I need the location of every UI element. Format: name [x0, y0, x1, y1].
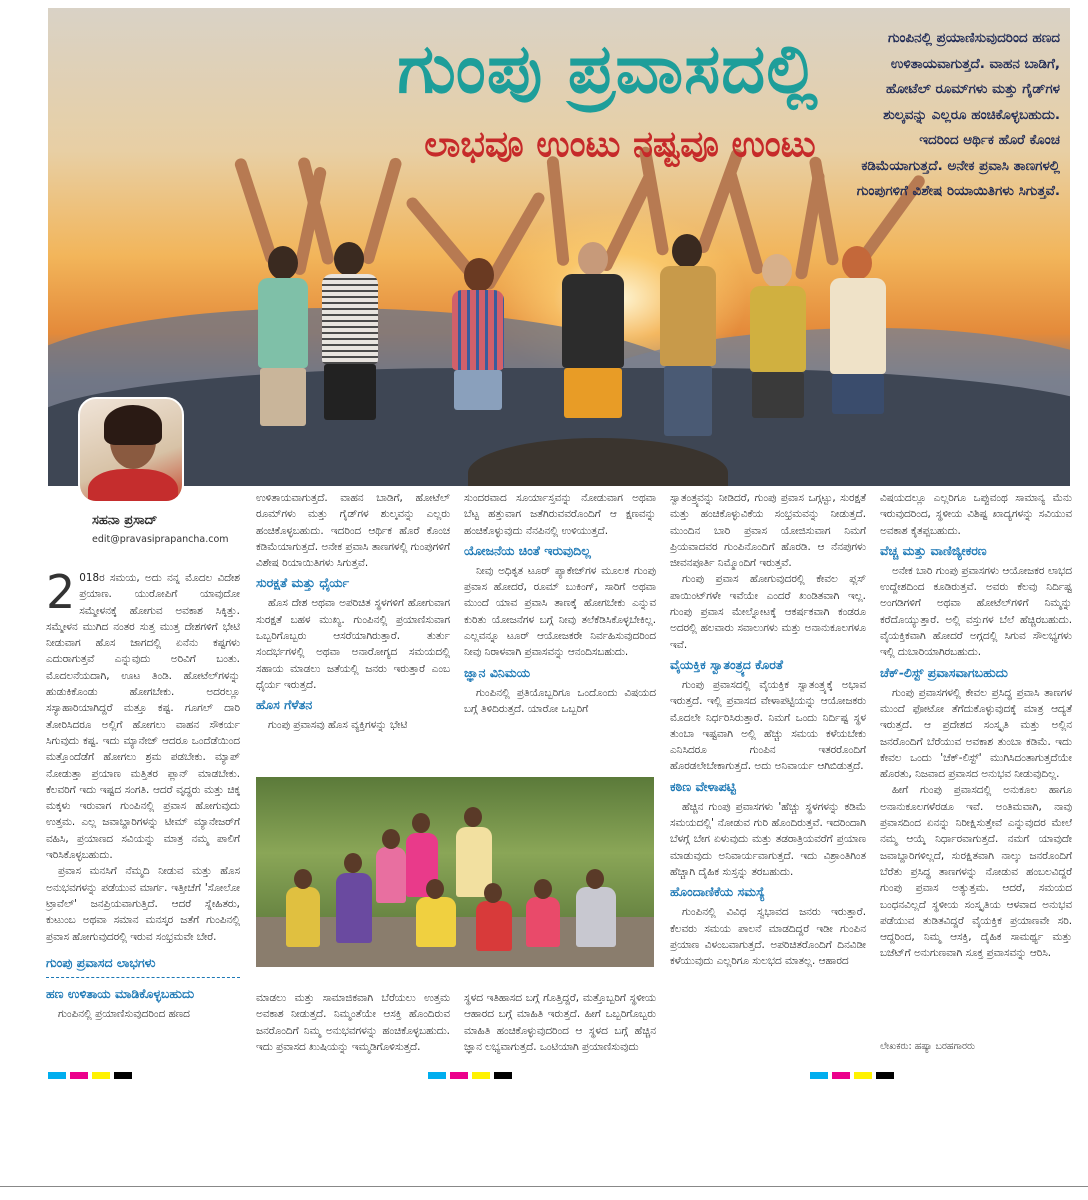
writer-credit: ಲೇಖಕರು: ಹಷ್ಯಾ ಬರಹಗಾರರು — [880, 1041, 976, 1052]
traveller-figure — [310, 156, 390, 456]
group-friends-photo — [256, 777, 654, 967]
section-heading: ಗುಂಪು ಪ್ರವಾಸದ ಲಾಭಗಳು — [46, 954, 156, 970]
paragraph: ಸ್ಥಳದ ಇತಿಹಾಸದ ಬಗ್ಗೆ ಗೊತ್ತಿದ್ದರೆ, ಮತ್ತೊಬ್ಬರಿಗೆ ಸ್ಥಳೀಯ ಆಹಾರದ ಬಗ್ಗೆ ಮಾಹಿತಿ ಇರುತ್ತದೆ. ಹೀಗೆ ಒಬ್ಬರಿಗೊಬ್ಬರು ಮಾಹಿತಿ ಹಂಚಿಕೊಳ್ಳುವುದರಿಂದ ಆ ಸ್ಥಳದ ಬಗ್ಗೆ ಹೆಚ್ಚಿನ ಜ್ಞಾನ ಲಭ್ಯವಾಗುತ್ತದೆ. ಒಂಟಿಯಾಗಿ ಪ್ರಯಾಣಿಸುವುದು — [464, 992, 656, 1053]
article-column-5 — [880, 490, 1072, 1060]
article-column-2 — [256, 490, 450, 750]
article-column-3-continued — [464, 990, 656, 1060]
hero-banner — [48, 8, 1070, 486]
paragraph: ಗುಂಪು ಪ್ರವಾಸದಲ್ಲಿ ವೈಯಕ್ತಿಕ ಸ್ವಾತಂತ್ರ್ಯಕ್ಕೆ ಅಭಾವ ಇರುತ್ತದೆ. ಇಲ್ಲಿ ಪ್ರವಾಸದ ವೇಳಾಪಟ್ಟಿಯನ್ನು ಆಯೋಜಕರು ಮೊದಲೇ ನಿರ್ಧರಿಸಿರುತ್ತಾರೆ. ನಿಮಗೆ ಒಂದು ನಿರ್ದಿಷ್ಟ ಸ್ಥಳ ತುಂಬಾ ಇಷ್ಟವಾಗಿ ಅಲ್ಲಿ ಹೆಚ್ಚು ಸಮಯ ಕಳೆಯಬೇಕು ಎನಿಸಿದರೂ ಗುಂಪಿನ ಇತರರೊಂದಿಗೆ ಹೊರಡಲೇಬೇಕಾಗುತ್ತದೆ. ಅದು ಅನಿವಾರ್ಯ ಆಗಿಬಿಡುತ್ತದೆ. — [670, 678, 866, 773]
headline-title: ಗುಂಪು ಪ್ರವಾಸದಲ್ಲಿ — [397, 30, 819, 109]
paragraph: ಉಳಿತಾಯವಾಗುತ್ತದೆ. ವಾಹನ ಬಾಡಿಗೆ, ಹೋಟೆಲ್ ರೂಮ್‌ಗಳು ಮತ್ತು ಗೈಡ್‌ಗಳ ಶುಲ್ಕವನ್ನು ಎಲ್ಲರು ಹಂಚಿಕೊಳ್ಳಬಹುದು. ಇದರಿಂದ ಆರ್ಥಿಕ ಹೊರೆ ಕೊಂಚ ಕಡಿಮೆಯಾಗುತ್ತದೆ. ಅನೇಕ ಪ್ರವಾಸಿ ತಾಣಗಳಲ್ಲಿ ಗುಂಪುಗಳಿಗೆ ವಿಶೇಷ ರಿಯಾಯಿತಿಗಳು ಸಿಗುತ್ತವೆ. — [256, 492, 450, 570]
paragraph: ಗುಂಪಿನಲ್ಲಿ ಪ್ರತಿಯೊಬ್ಬರಿಗೂ ಒಂದೊಂದು ವಿಷಯದ ಬಗ್ಗೆ ತಿಳಿದಿರುತ್ತದೆ. ಯಾರೋ ಒಬ್ಬರಿಗೆ — [464, 686, 656, 715]
page-bottom-rule — [0, 1186, 1088, 1187]
article-column-1 — [46, 565, 240, 1060]
paragraph: ಸ್ವಾತಂತ್ರ್ಯವನ್ನು ನೀಡಿದರೆ, ಗುಂಪು ಪ್ರವಾಸ ಒಗ್ಗಟ್ಟು, ಸುರಕ್ಷತೆ ಮತ್ತು ಹಂಚಿಕೊಳ್ಳುವಿಕೆಯ ಸಂಭ್ರಮವನ್ನು ನೀಡುತ್ತದೆ. ಮುಂದಿನ ಬಾರಿ ಪ್ರವಾಸ ಯೋಜಿಸುವಾಗ ನಿಮಗೆ ಪ್ರಿಯವಾದವರ ಗುಂಪಿನೊಂದಿಗೆ ಹೊರಡಿ. ಆ ನೆನಪುಗಳು ಜೀವನಪೂರ್ತಿ ನಿಮ್ಮೊಂದಿಗೆ ಇರುತ್ತವೆ. — [670, 492, 866, 570]
section-heading: ಸುರಕ್ಷತೆ ಮತ್ತು ಧೈರ್ಯ — [256, 575, 350, 591]
traveller-figure — [738, 166, 818, 456]
paragraph: ಮಾಡಲು ಮತ್ತು ಸಾಮಾಜಿಕವಾಗಿ ಬೆರೆಯಲು ಉತ್ತಮ ಅವಕಾಶ ನೀಡುತ್ತದೆ. ನಿಮ್ಮಂತೆಯೇ ಆಸಕ್ತಿ ಹೊಂದಿರುವ ಜನರೊಂದಿಗೆ ನಿಮ್ಮ ಅನುಭವಗಳನ್ನು ಹಂಚಿಕೊಳ್ಳಬಹುದು. ಇದು ಪ್ರವಾಸದ ಖುಷಿಯನ್ನು ಇಮ್ಮಡಿಗೊಳಿಸುತ್ತದೆ. — [256, 992, 450, 1053]
paragraph: ಹೆಚ್ಚಿನ ಗುಂಪು ಪ್ರವಾಸಗಳು 'ಹೆಚ್ಚು ಸ್ಥಳಗಳನ್ನು ಕಡಿಮೆ ಸಮಯದಲ್ಲಿ' ನೋಡುವ ಗುರಿ ಹೊಂದಿರುತ್ತವೆ. ಇದರಿಂದಾಗಿ ಬೆಳಗ್ಗೆ ಬೇಗ ಏಳುವುದು ಮತ್ತು ತಡರಾತ್ರಿಯವರೆಗೆ ಪ್ರಯಾಣ ಮಾಡುವುದು ಅನಿವಾರ್ಯವಾಗುತ್ತದೆ. ಇದು ವಿಶ್ರಾಂತಿಗಿಂತ ಹೆಚ್ಚಾಗಿ ದೈಹಿಕ ಸುಸ್ತನ್ನು ತರಬಹುದು. — [670, 800, 866, 878]
article-column-2-continued — [256, 990, 450, 1060]
paragraph: ಗುಂಪಿನಲ್ಲಿ ಪ್ರಯಾಣಿಸುವುದರಿಂದ ಹಣದ — [58, 1007, 190, 1020]
article-column-3 — [464, 490, 656, 750]
paragraph: ಗುಂಪಿನಲ್ಲಿ ವಿವಿಧ ಸ್ವಭಾವದ ಜನರು ಇರುತ್ತಾರೆ. ಕೆಲವರು ಸಮಯ ಪಾಲನೆ ಮಾಡದಿದ್ದರೆ ಇಡೀ ಗುಂಪಿನ ಪ್ರಯಾಣ ವಿಳಂಬವಾಗುತ್ತದೆ. ಅಪರಿಚಿತರೊಂದಿಗೆ ದಿನವಿಡೀ ಕಳೆಯುವುದು ಎಲ್ಲರಿಗೂ ಸುಲಭದ ಮಾತಲ್ಲ. ಆಹಾರದ — [670, 906, 866, 968]
traveller-figure — [648, 146, 728, 456]
paragraph: ಅನೇಕ ಬಾರಿ ಗುಂಪು ಪ್ರವಾಸಗಳು ಆಯೋಜಕರ ಲಾಭದ ಉದ್ದೇಶದಿಂದ ಕೂಡಿರುತ್ತವೆ. ಅವರು ಕೆಲವು ನಿರ್ದಿಷ್ಟ ಅಂಗಡಿಗಳಿಗೆ ಅಥವಾ ಹೋಟೆಲ್‌ಗಳಿಗೆ ನಿಮ್ಮನ್ನು ಕರೆದೊಯ್ಯುತ್ತಾರೆ. ಅಲ್ಲಿ ವಸ್ತುಗಳ ಬೆಲೆ ಹೆಚ್ಚಿರಬಹುದು. ವೈಯಕ್ತಿಕವಾಗಿ ಹೋದರೆ ಅಗ್ಗದಲ್ಲಿ ಸಿಗುವ ಸೌಲಭ್ಯಗಳು ಇಲ್ಲಿ ದುಬಾರಿಯಾಗಿರಬಹುದು. — [880, 564, 1072, 659]
paragraph: ನೀವು ಅಧಿಕೃತ ಟೂರ್ ಪ್ಯಾಕೇಜ್‌ಗಳ ಮೂಲಕ ಗುಂಪು ಪ್ರವಾಸ ಹೋದರೆ, ರೂಮ್ ಬುಕಿಂಗ್, ಸಾರಿಗೆ ಅಥವಾ ಮುಂದೆ ಯಾವ ಪ್ರವಾಸಿ ತಾಣಕ್ಕೆ ಹೋಗಬೇಕು ಎನ್ನುವ ಕುರಿತು ಯೋಜನೆಗಳ ಬಗ್ಗೆ ನೀವು ತಲೆಕೆಡಿಸಿಕೊಳ್ಳಬೇಕಿಲ್ಲ. ಎಲ್ಲವನ್ನೂ ಟೂರ್ ಆಯೋಜಕರೇ ನಿರ್ವಹಿಸುವುದರಿಂದ ನೀವು ನಿರಾಳವಾಗಿ ಪ್ರವಾಸವನ್ನು ಆನಂದಿಸಬಹುದು. — [464, 564, 656, 659]
divider — [46, 977, 240, 978]
section-heading: ಯೋಜನೆಯ ಚಿಂತೆ ಇರುವುದಿಲ್ಲ — [464, 542, 591, 558]
traveller-figure — [548, 156, 638, 456]
author-name: ಸಹನಾ ಪ್ರಸಾದ್ — [92, 513, 158, 528]
paragraph: ಗುಂಪು ಪ್ರವಾಸವು ಹೊಸ ವ್ಯಕ್ತಿಗಳನ್ನು ಭೇಟಿ — [268, 719, 408, 732]
paragraph: ವಿಷಯದಲ್ಲೂ ಎಲ್ಲರಿಗೂ ಒಪ್ಪುವಂಥ ಸಾಮಾನ್ಯ ಮೆನು ಇರುವುದರಿಂದ, ಸ್ಥಳೀಯ ವಿಶಿಷ್ಟ ಖಾದ್ಯಗಳನ್ನು ಸವಿಯುವ ಅವಕಾಶ ಕೈತಪ್ಪಬಹುದು. — [880, 492, 1072, 537]
article-column-4 — [670, 490, 866, 1060]
hero-sidebar-text: ಗುಂಪಿನಲ್ಲಿ ಪ್ರಯಾಣಿಸುವುದರಿಂದ ಹಣದ ಉಳಿತಾಯವಾಗುತ್ತದೆ. ವಾಹನ ಬಾಡಿಗೆ, ಹೋಟೆಲ್ ರೂಮ್‌ಗಳು ಮತ್ತು ಗೈಡ್‌ಗಳ ಶುಲ್ಕವನ್ನು ಎಲ್ಲರೂ ಹಂಚಿಕೊಳ್ಳಬಹುದು. ಇದರಿಂದ ಆರ್ಥಿಕ ಹೊರೆ ಕೊಂಚ ಕಡಿಮೆಯಾಗುತ್ತದೆ. ಅನೇಕ ಪ್ರವಾಸಿ ತಾಣಗಳಲ್ಲಿ ಗುಂಪುಗಳಿಗೆ ವಿಶೇಷ ರಿಯಾಯಿತಿಗಳು ಸಿಗುತ್ತವೆ. — [856, 30, 1060, 199]
section-heading: ಹಣ ಉಳಿತಾಯ ಮಾಡಿಕೊಳ್ಳಬಹುದು — [46, 985, 195, 1001]
paragraph: ಸುಂದರವಾದ ಸೂರ್ಯಾಸ್ತವನ್ನು ನೋಡುವಾಗ ಅಥವಾ ಬೆಟ್ಟ ಹತ್ತುವಾಗ ಜತೆಗಿರುವವರೊಂದಿಗೆ ಆ ಕ್ಷಣವನ್ನು ಹಂಚಿಕೊಳ್ಳುವುದು ನೆನಪಿನಲ್ಲಿ ಉಳಿಯುತ್ತದೆ. — [464, 492, 656, 537]
registration-marks — [810, 1072, 894, 1079]
section-heading: ಕಠಿಣ ವೇಳಾಪಟ್ಟಿ — [670, 778, 736, 794]
registration-marks — [48, 1072, 132, 1079]
section-heading: ಹೊಂದಾಣಿಕೆಯ ಸಮಸ್ಯೆ — [670, 884, 765, 900]
section-heading: ಚೆಕ್-ಲಿಸ್ಟ್ ಪ್ರವಾಸವಾಗಬಹುದು — [880, 664, 1008, 680]
drop-cap: 2 — [46, 565, 76, 619]
paragraph: ಗುಂಪು ಪ್ರವಾಸಗಳಲ್ಲಿ ಕೇವಲ ಪ್ರಸಿದ್ಧ ಪ್ರವಾಸಿ ತಾಣಗಳ ಮುಂದೆ ಫೋಟೋ ತೆಗೆದುಕೊಳ್ಳುವುದಕ್ಕೆ ಮಾತ್ರ ಆದ್ಯತೆ ಇರುತ್ತದೆ. ಆ ಪ್ರದೇಶದ ಸಂಸ್ಕೃತಿ ಮತ್ತು ಅಲ್ಲಿನ ಜನರೊಂದಿಗೆ ಬೆರೆಯುವ ಅವಕಾಶ ತುಂಬಾ ಕಡಿಮೆ. ಇದು ಕೇವಲ ಒಂದು 'ಚೆಕ್-ಲಿಸ್ಟ್' ಮುಗಿಸಿದಂತಾಗುತ್ತದೆಯೇ ಹೊರತು, ನಿಜವಾದ ಪ್ರವಾಸದ ಅನುಭವ ನೀಡುವುದಿಲ್ಲ. — [880, 686, 1072, 781]
paragraph: ಹೊಸ ದೇಶ ಅಥವಾ ಅಪರಿಚಿತ ಸ್ಥಳಗಳಿಗೆ ಹೋಗುವಾಗ ಸುರಕ್ಷತೆ ಬಹಳ ಮುಖ್ಯ. ಗುಂಪಿನಲ್ಲಿ ಪ್ರಯಾಣಿಸುವಾಗ ಒಬ್ಬರಿಗೊಬ್ಬರು ಆಸರೆಯಾಗಿರುತ್ತಾರೆ. ತುರ್ತು ಸಂದರ್ಭಗಳಲ್ಲಿ ಅಥವಾ ಅನಾರೋಗ್ಯದ ಸಮಯದಲ್ಲಿ ಸಹಾಯ ಮಾಡಲು ಜತೆಯಲ್ಲಿ ಜನರು ಇರುತ್ತಾರೆ ಎಂಬ ಧೈರ್ಯ ಇರುತ್ತದೆ. — [256, 597, 450, 691]
paragraph: ಪ್ರವಾಸ ಮನಸಿಗೆ ನೆಮ್ಮದಿ ನೀಡುವ ಮತ್ತು ಹೊಸ ಅನುಭವಗಳನ್ನು ಪಡೆಯುವ ಮಾರ್ಗ. ಇತ್ತೀಚೆಗೆ 'ಸೋಲೋ ಟ್ರಾವೆಲ್' ಜನಪ್ರಿಯವಾಗುತ್ತಿದೆ. ಆದರೆ ಸ್ನೇಹಿತರು, ಕುಟುಂಬ ಅಥವಾ ಸಮಾನ ಮನಸ್ಕರ ಜತೆಗೆ ಗುಂಪಿನಲ್ಲಿ ಪ್ರವಾಸ ಹೋಗುವುದರಲ್ಲಿ ಇರುವ ಸಂಭ್ರಮವೇ ಬೇರೆ. — [46, 865, 240, 943]
author-email: edit@pravasiprapancha.com — [92, 534, 229, 545]
headline-subtitle: ಲಾಭವೂ ಉಂಟು ನಷ್ಟವೂ ಉಂಟು — [424, 124, 816, 165]
registration-marks — [428, 1072, 512, 1079]
section-heading: ವೈಯಕ್ತಿಕ ಸ್ವಾತಂತ್ರ್ಯದ ಕೊರತೆ — [670, 656, 783, 672]
section-heading: ವೆಚ್ಚ ಮತ್ತು ವಾಣಿಜ್ಯೀಕರಣ — [880, 542, 987, 558]
traveller-figure — [438, 166, 518, 456]
intro-paragraph: 2 018ರ ಸಮಯ, ಅದು ನನ್ನ ಮೊದಲ ವಿದೇಶ ಪ್ರಯಾಣ. ಯುರೋಪಿಗೆ ಯಾವುದೋ ಸಮ್ಮೇಳನಕ್ಕೆ ಹೋಗುವ ಅವಕಾಶ ಸಿಕ್ಕಿತ್ತು. ಸಮ್ಮೇಳನ ಮುಗಿದ ನಂತರ ಸುತ್ತ ಮುತ್ತ ದೇಶಗಳಿಗೆ ಭೇಟಿ ನೀಡುವಾಗ ಹೊಸ ಜಾಗದಲ್ಲಿ ಏನೆನು ಕಷ್ಟಗಳು ಎದುರಾಗುತ್ತವೆ ಎನ್ನುವುದು ಅರಿವಿಗೆ ಬಂತು. ಮೊದಲನೆಯದಾಗಿ, ಊಟ ತಿಂಡಿ. ಹೋಟೆಲ್‌ಗಳನ್ನು ಹುಡುಕಿಕೊಂಡು ಹೋಗಬೇಕು. ಅದರಲ್ಲೂ ಸಸ್ಯಾಹಾರಿಯಾಗಿದ್ದರೆ ಮತ್ತೂ ಕಷ್ಟ. ಗೂಗಲ್ ದಾರಿ ತೋರಿಸಿದರೂ ಅಲ್ಲಿಗೆ ಹೋಗಲು ವಾಹನ ಸೌಕರ್ಯ ಸಿಗುವುದು ಕಷ್ಟ. ಇದು ಮ್ಯಾನೇಜ್ ಆದರೂ ಒಂದೆಡೆಯಿಂದ ಮತ್ತೊಂದೆಡೆಗೆ ಹೋಗಲು ಶ್ರಮ ಪಡಬೇಕು. ಮ್ಯಾಪ್ ನೋಡುತ್ತಾ ಪ್ರಯಾಣ ಮತ್ತಿತರ ಪ್ಲಾನ್ ಮಾಡಬೇಕು. ಕೆಲವರಿಗೆ ಇದು ಇಷ್ಟದ ಸಂಗತಿ. ಆದರೆ ವೃದ್ಧರು ಮತ್ತು ಚಿಕ್ಕ ಮಕ್ಕಳು ಇರುವಾಗ ಗುಂಪಿನಲ್ಲಿ ಪ್ರವಾಸ ಹೋಗುವುದು ಉತ್ತಮ. ಎಲ್ಲ ಜವಾಬ್ದಾರಿಗಳನ್ನು ಟೀಮ್ ಮ್ಯಾನೇಜರ್‌ಗೆ ವಹಿಸಿ, ಪ್ರಯಾಣದ ಸವಿಯನ್ನು ಮಾತ್ರ ನಮ್ಮ ಪಾಲಿಗೆ ಇರಿಸಿಕೊಳ್ಳಬಹುದು. — [46, 565, 240, 862]
section-heading: ಜ್ಞಾನ ವಿನಿಮಯ — [464, 664, 531, 680]
paragraph: ಗುಂಪು ಪ್ರವಾಸ ಹೋಗುವುದರಲ್ಲಿ ಕೇವಲ ಪ್ಲಸ್ ಪಾಯಿಂಟ್‌ಗಳೇ ಇವೆಯೇ ಎಂದರೆ ಖಂಡಿತವಾಗಿ ಇಲ್ಲ. ಗುಂಪು ಪ್ರವಾಸ ಮೇಲ್ನೋಟಕ್ಕೆ ಆಕರ್ಷಕವಾಗಿ ಕಂಡರೂ ಅದರಲ್ಲಿ ಹಲವಾರು ಸವಾಲುಗಳು ಮತ್ತು ಅನಾನುಕೂಲಗಳೂ ಇವೆ. — [670, 573, 866, 651]
author-photo — [78, 397, 184, 503]
paragraph: ಹೀಗೆ ಗುಂಪು ಪ್ರವಾಸದಲ್ಲಿ ಅನುಕೂಲ ಹಾಗೂ ಅನಾನುಕೂಲಗಳೆರಡೂ ಇವೆ. ಅಂತಿಮವಾಗಿ, ನಾವು ಪ್ರವಾಸದಿಂದ ಏನನ್ನು ನಿರೀಕ್ಷಿಸುತ್ತೇವೆ ಎನ್ನುವುದರ ಮೇಲೆ ನಮ್ಮ ಆಯ್ಕೆ ನಿರ್ಧಾರವಾಗುತ್ತದೆ. ನಮಗೆ ಯಾವುದೇ ಜವಾಬ್ದಾರಿಗಳಿಲ್ಲದೆ, ಸುರಕ್ಷಿತವಾಗಿ ನಾಲ್ಕು ಜನರೊಂದಿಗೆ ಬೆರೆತು ಪ್ರಸಿದ್ಧ ತಾಣಗಳನ್ನು ನೋಡುವ ಹಂಬಲವಿದ್ದರೆ ಗುಂಪು ಪ್ರವಾಸ ಅತ್ಯುತ್ತಮ. ಆದರೆ, ಸಮಯದ ಬಂಧನವಿಲ್ಲದೆ ಸ್ಥಳೀಯ ಸಂಸ್ಕೃತಿಯ ಆಳವಾದ ಅನುಭವ ಪಡೆಯುವ ತುಡಿತವಿದ್ದರೆ ವೈಯಕ್ತಿಕ ಪ್ರಯಾಣವೇ ಸರಿ. ಆದ್ದರಿಂದ, ನಿಮ್ಮ ಆಸಕ್ತಿ, ದೈಹಿಕ ಸಾಮರ್ಥ್ಯ ಮತ್ತು ಬಜೆಟ್‌ಗೆ ಅನುಗುಣವಾಗಿ ಸೂಕ್ತ ಪ್ರವಾಸವನ್ನು ಆರಿಸಿ. — [880, 784, 1072, 960]
section-heading: ಹೊಸ ಗೆಳೆತನ — [256, 697, 313, 713]
